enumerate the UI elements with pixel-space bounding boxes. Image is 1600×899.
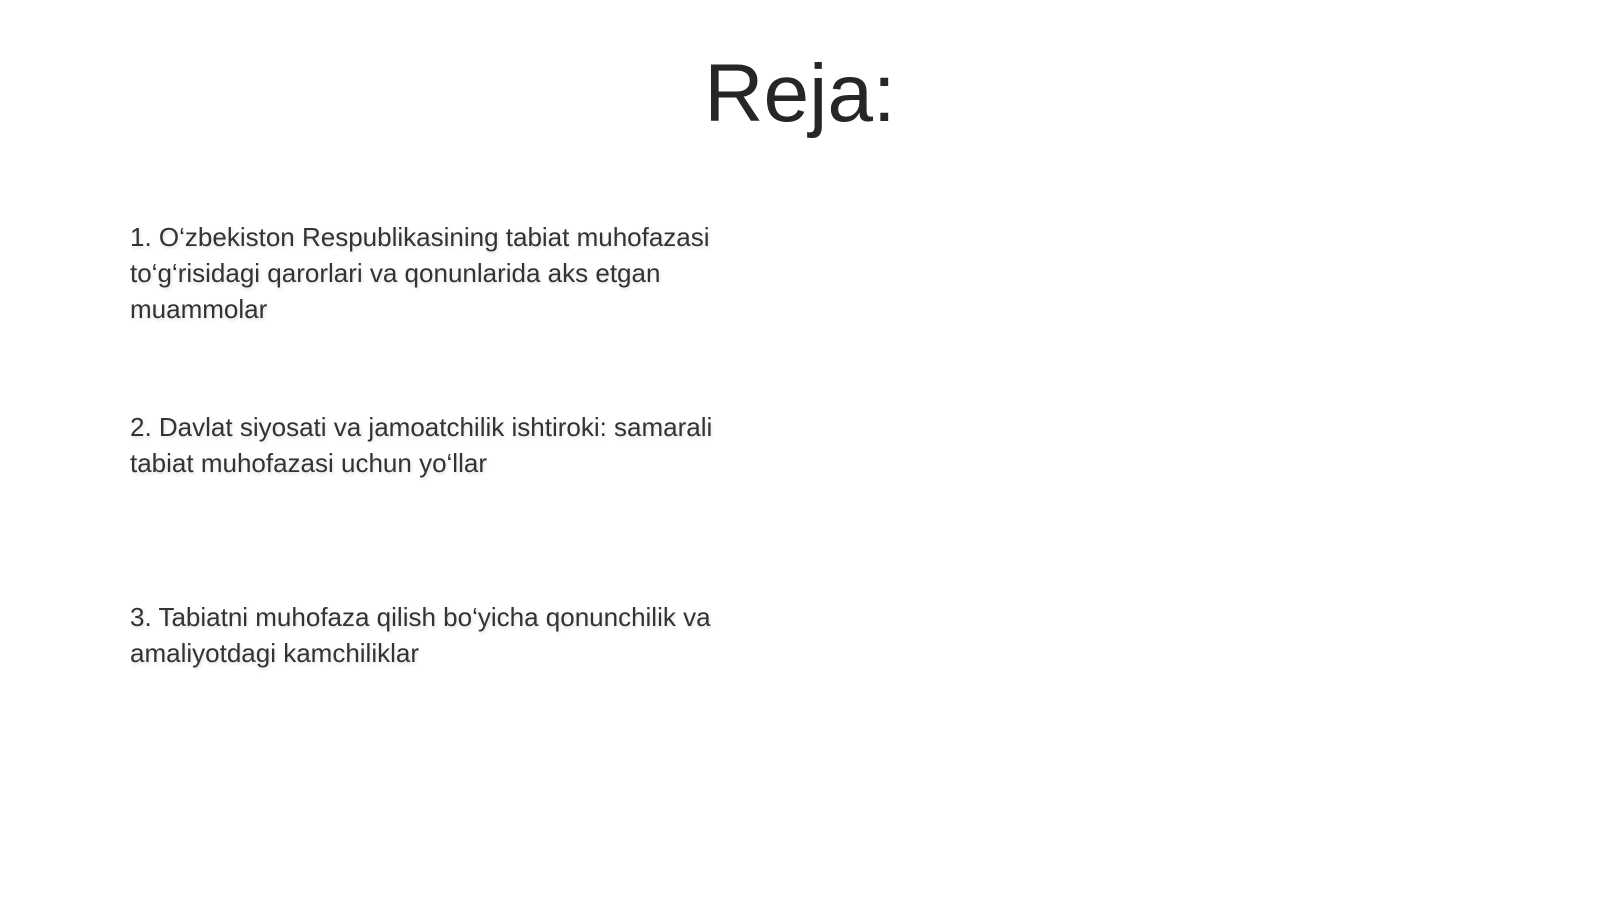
plan-item-1: 1. O‘zbekiston Respublikasining tabiat muhofazasi to‘g‘risidagi qarorlari va qonunlarida aks etgan muammolar [130,222,710,324]
plan-item-3: 3. Tabiatni muhofaza qilish bo‘yicha qonunchilik va amaliyotdagi kamchiliklar [130,602,711,668]
plan-item-2: 2. Davlat siyosati va jamoatchilik ishtiroki: samarali tabiat muhofazasi uchun yo‘llar [130,412,713,478]
slide-title: Reja: [704,48,896,139]
